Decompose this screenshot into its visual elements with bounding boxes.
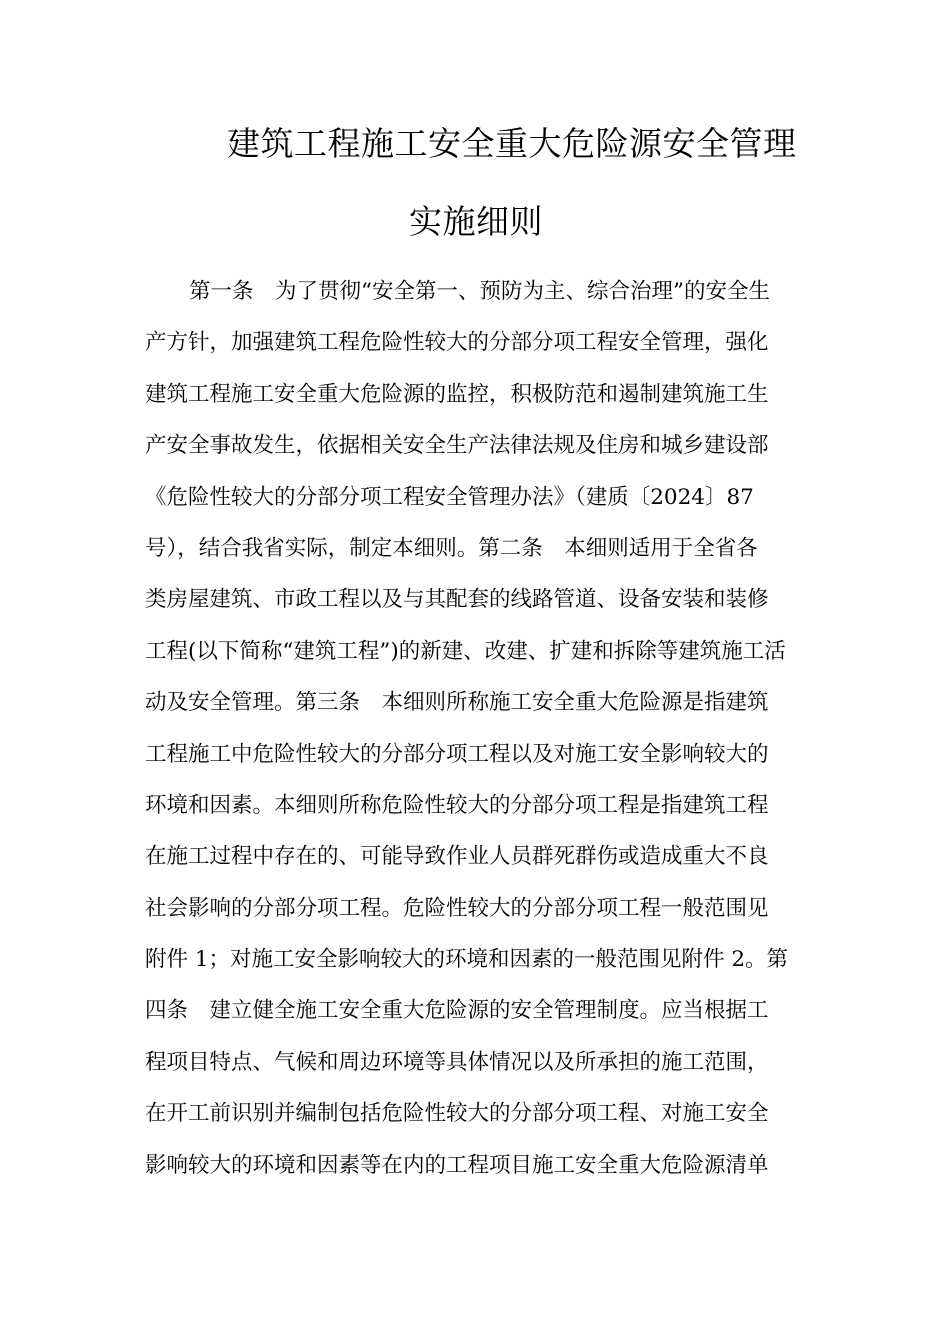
- body-line: 四条 建立健全施工安全重大危险源的安全管理制度。应当根据工: [145, 998, 769, 1024]
- body-line: 程项目特点、气候和周边环境等具体情况以及所承担的施工范围，: [145, 1049, 769, 1075]
- body-line: 动及安全管理。第三条 本细则所称施工安全重大危险源是指建筑: [145, 690, 769, 716]
- body-line: 《危险性较大的分部分项工程安全管理办法》（建质〔2024〕87: [145, 484, 754, 510]
- body-line: 产方针，加强建筑工程危险性较大的分部分项工程安全管理，强化: [145, 330, 769, 356]
- body-line: 建筑工程施工安全重大危险源的监控，积极防范和遏制建筑施工生: [145, 381, 769, 407]
- body-line: 号），结合我省实际，制定本细则。第二条 本细则适用于全省各: [145, 535, 758, 561]
- body-line: 工程(以下简称“建筑工程”)的新建、改建、扩建和拆除等建筑施工活: [145, 638, 786, 664]
- document-body: [145, 272, 807, 1197]
- body-line: 产安全事故发生，依据相关安全生产法律法规及住房和城乡建设部: [145, 433, 769, 459]
- document-title-line-1: 建筑工程施工安全重大危险源安全管理: [227, 124, 797, 163]
- body-line: 第一条 为了贯彻“安全第一、预防为主、综合治理”的安全生: [189, 279, 770, 304]
- body-line: 在施工过程中存在的、可能导致作业人员群死群伤或造成重大不良: [145, 844, 769, 870]
- body-line: 在开工前识别并编制包括危险性较大的分部分项工程、对施工安全: [145, 1101, 769, 1127]
- body-line: 影响较大的环境和因素等在内的工程项目施工安全重大危险源清单: [145, 1152, 769, 1178]
- body-line: 社会影响的分部分项工程。危险性较大的分部分项工程一般范围见: [145, 895, 769, 921]
- body-line: 类房屋建筑、市政工程以及与其配套的线路管道、设备安装和装修: [145, 587, 769, 613]
- body-line: 附件 1；对施工安全影响较大的环境和因素的一般范围见附件 2。第: [145, 947, 789, 973]
- body-line: 环境和因素。本细则所称危险性较大的分部分项工程是指建筑工程: [145, 792, 769, 818]
- document-title-line-2: 实施细则: [409, 202, 543, 241]
- body-line: 工程施工中危险性较大的分部分项工程以及对施工安全影响较大的: [145, 741, 769, 767]
